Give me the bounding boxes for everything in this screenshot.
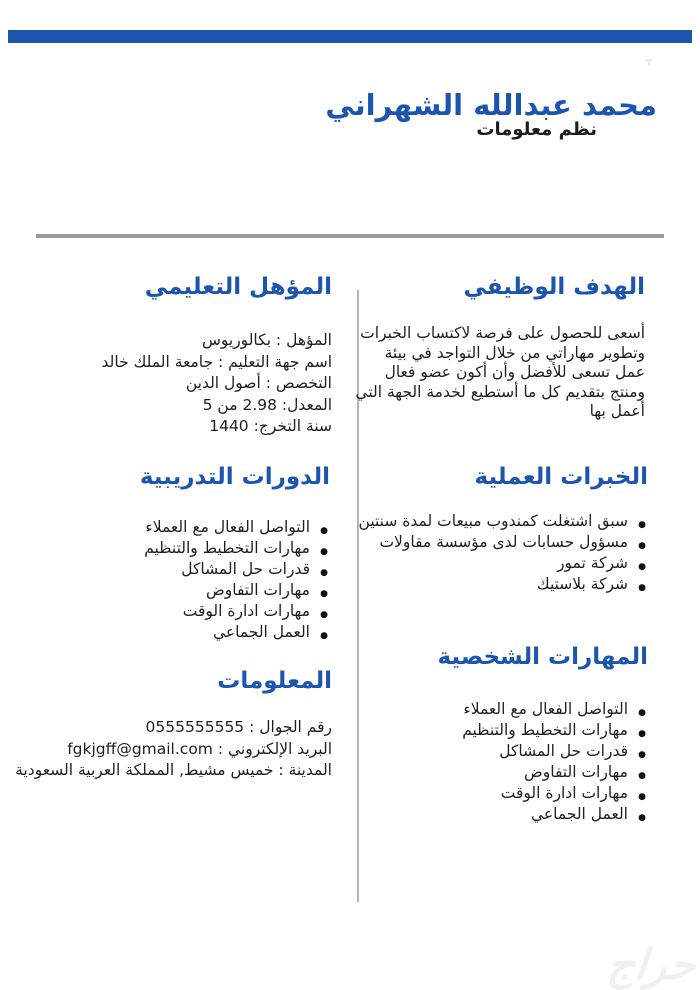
skill-item: ● قدرات حل المشاكل <box>352 742 648 761</box>
course-item: ● التواصل الفعال مع العملاء <box>30 518 330 537</box>
experience-list <box>352 512 648 594</box>
section-personal-skills <box>352 640 648 826</box>
experience-item: ● سبق اشتغلت كمندوب مبيعات لمدة سنتين <box>352 512 648 531</box>
section-title-objective: الهدف الوظيفي <box>463 274 645 300</box>
candidate-specialty: نظم معلومات <box>476 119 597 140</box>
section-objective <box>353 270 645 422</box>
experience-item: ● شركة تمور <box>352 554 648 573</box>
courses-list <box>30 518 330 642</box>
candidate-name: محمد عبدالله الشهراني <box>325 88 657 123</box>
city-location: المدينة : خميس مشيط, المملكة العربية السعودية <box>15 761 332 779</box>
skill-item: ● مهارات التفاوض <box>352 763 648 782</box>
skill-item: ● مهارات التخطيط والتنظيم <box>352 721 648 740</box>
section-title-contact-info: المعلومات <box>217 668 332 694</box>
course-item: ● مهارات ادارة الوقت <box>30 602 330 621</box>
phone-number: رقم الجوال : 0555555555 <box>145 718 332 736</box>
section-title-education: المؤهل التعليمي <box>144 274 332 300</box>
personal-skills-list <box>352 700 648 824</box>
header-divider <box>36 234 664 238</box>
course-item: ● مهارات التخطيط والتنظيم <box>30 539 330 558</box>
education-gpa: المعدل: 2.98 من 5 <box>202 395 332 414</box>
skill-item: ● مهارات ادارة الوقت <box>352 784 648 803</box>
education-degree: المؤهل : بكالوريوس <box>201 331 332 349</box>
education-institution: اسم جهة التعليم : جامعة الملك خالد <box>101 352 332 371</box>
section-title-experience: الخبرات العملية <box>474 464 648 490</box>
skill-item: ● التواصل الفعال مع العملاء <box>352 700 648 719</box>
education-graduation-year: سنة التخرج: 1440 <box>209 417 332 435</box>
cursor-artifact-icon: ➤ <box>640 52 659 71</box>
haraj-watermark: حراج <box>605 940 699 989</box>
section-contact-info <box>12 664 332 782</box>
top-accent-bar <box>8 30 692 43</box>
email-address: البريد الإلكتروني : fgkjgff@gmail.com <box>67 739 332 758</box>
skill-item: ● العمل الجماعي <box>352 805 648 824</box>
objective-text: أسعى للحصول على فرصة لاكتساب الخبرات وتطوير مهاراتي من خلال التواجد في بيئة عمل تسعى للأفضل وأن أكون عضو فعال ومنتج بتقديم كل ما أستطيع لخدمة الجهة التي أعمل بها <box>355 324 645 420</box>
section-education <box>30 270 332 438</box>
course-item: ● قدرات حل المشاكل <box>30 560 330 579</box>
education-major: التخصص : أصول الدين <box>185 374 332 392</box>
section-title-personal-skills: المهارات الشخصية <box>437 644 648 670</box>
section-courses <box>30 460 330 644</box>
section-title-courses: الدورات التدريبية <box>139 464 330 490</box>
experience-item: ● مسؤول حسابات لدى مؤسسة مقاولات <box>352 533 648 552</box>
section-experience <box>352 460 648 596</box>
course-item: ● مهارات التفاوض <box>30 581 330 600</box>
experience-item: ● شركة بلاستيك <box>352 575 648 594</box>
course-item: ● العمل الجماعي <box>30 623 330 642</box>
